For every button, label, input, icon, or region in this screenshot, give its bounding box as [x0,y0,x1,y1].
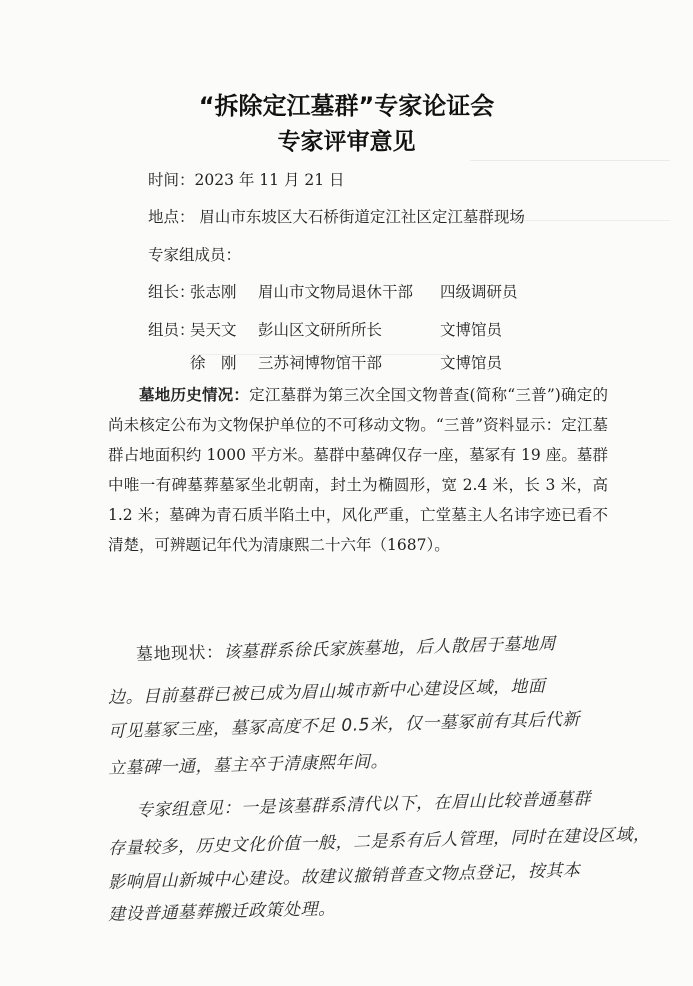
member-title: 文博馆员 [440,354,503,372]
document-subtitle: 专家评审意见 [277,129,416,155]
members-label: 专家组成员： [148,246,242,264]
opinion-line: 专家组意见：一是该墓群系清代以下，在眉山比较普通墓群 [135,789,592,821]
status-text: 该墓群系徐氏家族墓地，后人散居于墓地周 [223,634,557,663]
leader-name: 张志刚 [190,283,237,301]
history-text: 定江墓群为第三次全国文物普查(简称“三普”)确定的尚未核定公布为文物保护单位的不可移动文物。“三普”资料显示：定江墓群占地面积约 1000 平方米。墓群中墓碑仅存一座，墓冢有 19 座。墓群中唯一有碑墓葬墓冢坐北朝南，封土为椭圆形，宽 2.4 米，长 3 米，高 1.2 米；墓碑为青石质半陷土中，风化严重，亡堂墓主人名讳字迹已看不清楚，可辨题记年代为清康熙二十六年（1687）。 [108,386,608,554]
member-unit: 彭山区文研所所长 [258,321,383,339]
status-line: 边。目前墓群已被已成为眉山城市新中心建设区域，地面 [107,676,546,708]
opinion-line: 存量较多，历史文化价值一般，二是系有后人管理，同时在建设区域， [107,824,651,859]
opinion-line: 建设普通墓葬搬迁政策处理。 [107,899,336,925]
opinion-line: 影响眉山新城中心建设。故建议撤销普查文物点登记，按其本 [107,860,581,893]
member-name: 徐 刚 [190,354,237,372]
leader-title: 四级调研员 [440,283,518,301]
history-paragraph [108,380,608,560]
bleed-through-decoration [520,200,670,221]
member-unit: 三苏祠博物馆干部 [258,354,383,372]
history-label: 墓地历史情况： [139,385,250,404]
status-label: 墓地现状： [135,642,224,665]
member-title: 文博馆员 [440,321,503,339]
meeting-place: 地点： 眉山市东坡区大石桥街道定江社区定江墓群现场 [148,208,525,226]
status-line: 立墓碑一通，墓主卒于清康熙年间。 [107,751,389,779]
status-line [136,629,557,665]
member-name: 吴天文 [190,321,237,339]
status-line: 可见墓冢三座，墓冢高度不足 0.5米，仅一墓冢前有其后代新 [107,709,581,742]
document-title: “拆除定江墓群”专家论证会 [198,92,495,120]
leader-unit: 眉山市文物局退休干部 [258,283,414,301]
leader-label: 组长： [148,283,195,301]
meeting-time: 时间：2023 年 11 月 21 日 [148,171,345,189]
member-label: 组员： [148,321,195,339]
